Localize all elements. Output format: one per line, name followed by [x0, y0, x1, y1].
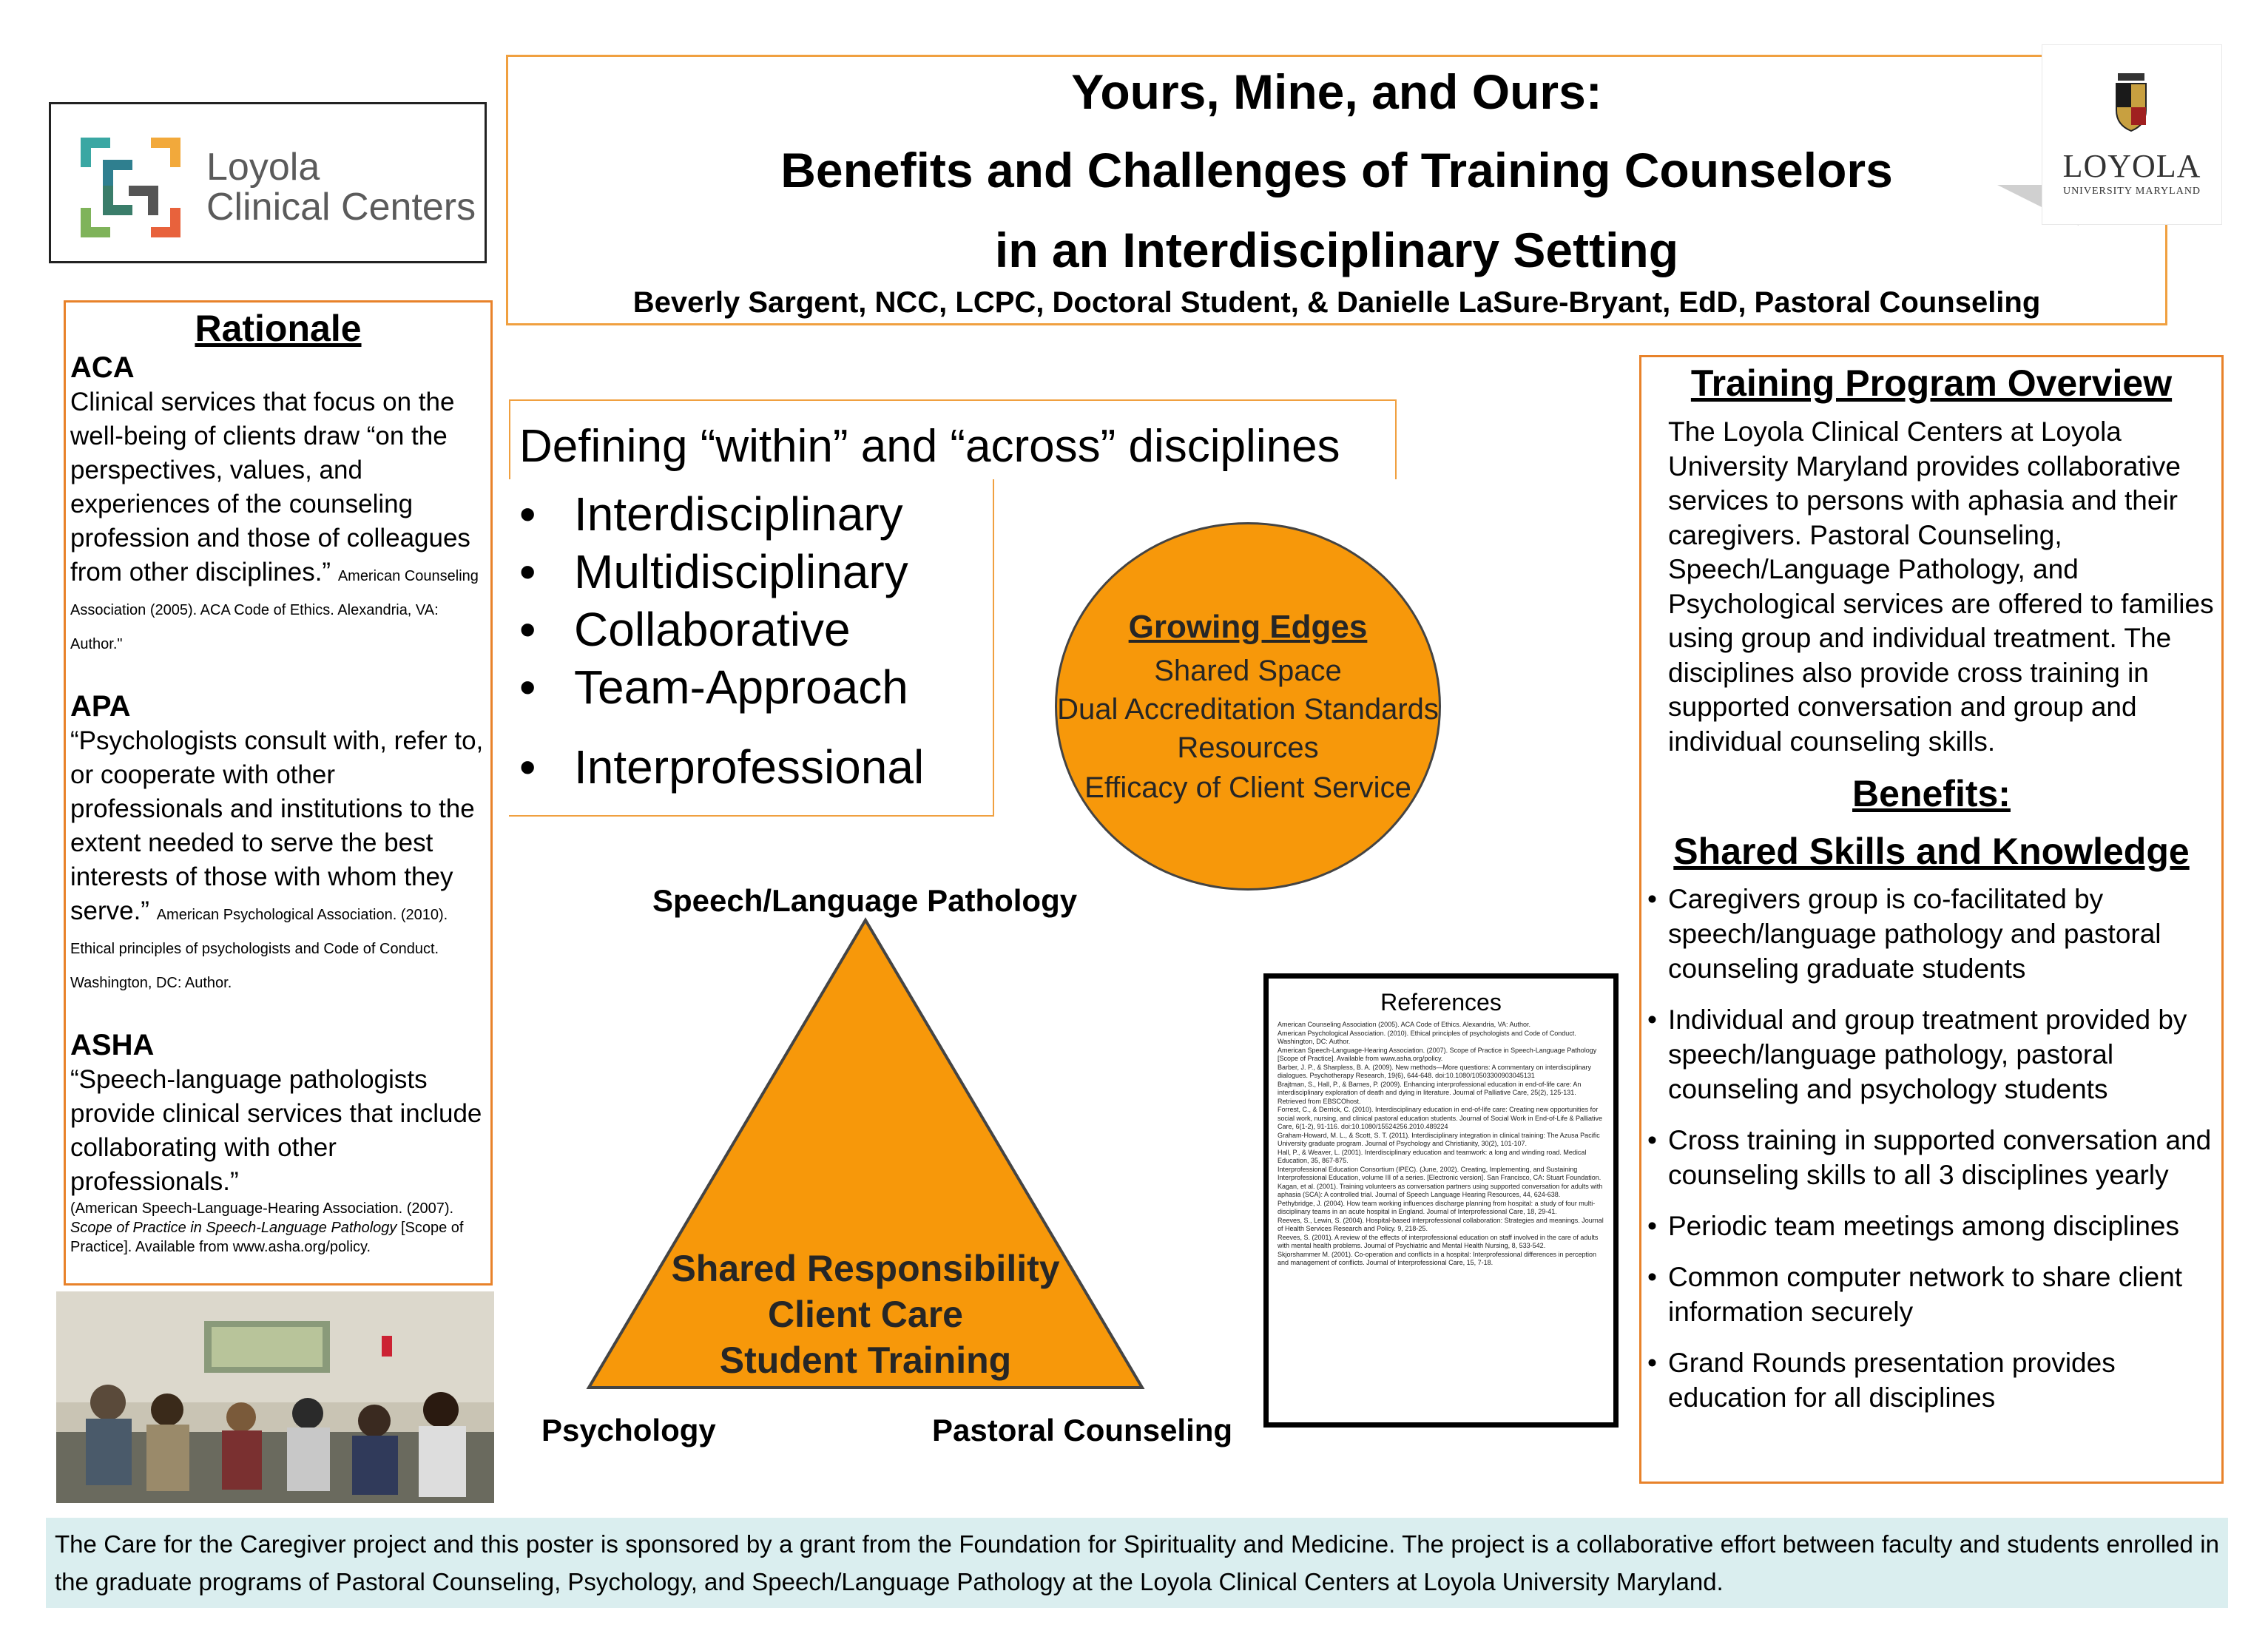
- defining-heading: Defining “within” and “across” disciplines: [519, 421, 1340, 472]
- caregivers-group-photo: [56, 1291, 494, 1503]
- growing-edge-item: Resources: [1177, 732, 1319, 764]
- rationale-panel: [64, 300, 493, 1286]
- crest-icon: [2113, 73, 2149, 132]
- triangle-top-label: Speech/Language Pathology: [652, 883, 1078, 918]
- university-name: LOYOLA: [2062, 148, 2201, 184]
- references-box: [1263, 973, 1619, 1428]
- clinical-centers-logo-icon: [81, 138, 180, 237]
- list-item: • Individual and group treatment provided by speech/language pathology, pastoral counseling and psychology students: [1641, 1002, 2221, 1107]
- asha-heading: ASHA: [70, 1029, 155, 1061]
- asha-citation: [70, 1199, 490, 1257]
- asha-cite-b: Scope of Practice in Speech-Language Pathology: [70, 1220, 397, 1236]
- loyola-clinical-centers-logo: [49, 102, 487, 263]
- references-list: American Counseling Association (2005). ACA Code of Ethics. Alexandria, VA: Author. American Psychological Association. (2010). Ethical principles of psychologists and Code of Conduct. Washington, DC: Author. American Speech-Language-Hearing Association. (2007). Scope of Practice in Speech-Language Pathology [Scope of Practice]. Available from www.asha.org/policy. Barber, J. P., & Sharpless, B. A. (2009). New methods—More questions: A commentary on interdisciplinary dialogues. Psychotherapy Research, 19(6), 644-648. doi:10.1080/10503300903045131 Brajtman, S., Hall, P., & Barnes, P. (2009). Enhancing interprofessional education in end-of-life care: An interdisciplinary exploration of death and dying in literature. Journal of Palliative Care, 25(2), 125-131. Retrieved from EBSCOhost. Forrest, C., & Derrick, C. (2010). Interdisciplinary education in end-of-life care: Creating new opportunities for social work, nursing, and clinical pastoral education students. Journal of Social Work in End-of-Life & Palliative Care, 6(1-2), 91-116. doi:10.1080/15524256.2010.489224 Graham-Howard, M. L., & Scott, S. T. (2011). Interdisciplinary integration in clinical training: The Azusa Pacific University graduate program. Journal of Psychology and Christianity, 30(2), 101-107. Hall, P., & Weaver, L. (2001). Interdisciplinary education and teamwork: a long and winding road. Medical Education, 35, 867-875. Interprofessional Education Consortium (IPEC). (June, 2002). Creating, Implementing, and Sustaining Interprofessional Education, volume III of a series. [Electronic version]. San Francisco, CA: Stuart Foundation. Kagan, et al. (2001). Training volunteers as conversation partners using supported conversation for adults with aphasia (SCA): A controlled trial. Journal of Speech Language Hearing Resources, 44, 624-638. Pethybridge, J. (2004). How team working influences discharge planning from hospital: a study of four multi-disciplinary teams in an acute hospital in England. Journal of Interprofessional Care, 18, 29-41. Reeves, S., Lewin, S. (2004). Hospital-based interprofessional collaboration: Strategies and meanings. Journal of Health Services Research and Policy. 9, 218-25. Reeves, S. (2001). A review of the effects of interprofessional education on staff involved in the care of adults with mental health problems. Journal of Psychiatric and Mental Health Nursing, 8, 533-542. Skjorshammer M. (2001). Co-operation and conflicts in a hospital: Interprofessional differences in perception and management of conflicts. Journal of Interprofessional Care, 15, 7-18.: [1278, 1021, 1604, 1266]
- logo-line-1: Loyola: [206, 146, 320, 189]
- authors-line: Beverly Sargent, NCC, LCPC, Doctoral Student, & Danielle LaSure-Bryant, EdD, Pastoral Counseling: [632, 286, 2041, 319]
- benefits-heading: Benefits:: [1852, 773, 2011, 814]
- aca-citation: American Counseling Association (2005). ACA Code of Ethics. Alexandria, VA: Author.": [70, 568, 479, 652]
- title-line-2: Benefits and Challenges of Training Counselors: [780, 143, 1893, 197]
- apa-quote-block: [70, 724, 490, 996]
- overview-heading: Training Program Overview: [1690, 362, 2173, 404]
- references-title: References: [1380, 989, 1502, 1016]
- title-line-3: in an Interdisciplinary Setting: [994, 223, 1679, 277]
- training-overview-panel: [1639, 355, 2224, 1484]
- growing-edge-item: Dual Accreditation Standards: [1057, 693, 1439, 726]
- list-item: • Common computer network to share client information securely: [1641, 1260, 2221, 1329]
- aca-quote-block: [70, 385, 490, 658]
- aca-quote: Clinical services that focus on the well-being of clients draw “on the perspectives, values, and experiences of the counseling profession and those of colleagues from other disciplines.”: [70, 388, 470, 587]
- sponsor-footer: The Care for the Caregiver project and this poster is sponsored by a grant from the Foundation for Spirituality and Medicine. The project is a collaborative effort between faculty and students enrolled in the graduate programs of Pastoral Counseling, Psychology, and Speech/Language Pathology at the Loyola Clinical Centers at Loyola University Maryland.: [46, 1518, 2228, 1608]
- growing-edges-title: Growing Edges: [1128, 609, 1368, 645]
- rationale-heading: Rationale: [195, 308, 362, 349]
- university-subtitle: UNIVERSITY MARYLAND: [2062, 186, 2201, 197]
- logo-line-2: Clinical Centers: [206, 186, 476, 229]
- triangle-line-2: Client Care: [768, 1294, 963, 1335]
- growing-edges-ellipse: [1055, 522, 1441, 891]
- benefits-list: [1641, 882, 2221, 1415]
- asha-cite-c: [Scope of Practice]. Available from www.asha.org/policy.: [70, 1220, 464, 1255]
- triangle-line-3: Student Training: [719, 1339, 1012, 1381]
- apa-heading: APA: [70, 690, 131, 723]
- growing-edge-item: Efficacy of Client Service: [1084, 771, 1411, 804]
- triangle-right-label: Pastoral Counseling: [932, 1413, 1233, 1447]
- triangle-left-label: Psychology: [541, 1413, 716, 1447]
- list-item: • Interprofessional: [519, 740, 925, 794]
- list-item: • Collaborative: [519, 603, 851, 656]
- list-item: • Cross training in supported conversation and counseling skills to all 3 disciplines yearly: [1641, 1123, 2221, 1192]
- apa-citation: American Psychological Association. (2010). Ethical principles of psychologists and Code of Conduct. Washington, DC: Author.: [70, 907, 448, 991]
- list-item: • Periodic team meetings among disciplines: [1641, 1209, 2221, 1243]
- overview-paragraph: The Loyola Clinical Centers at Loyola University Maryland provides collaborative services to persons with aphasia and their caregivers. Pastoral Counseling, Speech/Language Pathology, and Psychological services are offered to families using group and individual treatment. The disciplines also provide cross training in supported conversation and group and individual counseling skills.: [1668, 416, 2214, 757]
- asha-quote: “Speech-language pathologists provide clinical services that include collaborating with other professionals.”: [70, 1065, 482, 1196]
- list-item: • Team-Approach: [519, 661, 908, 714]
- list-item: • Grand Rounds presentation provides education for all disciplines: [1641, 1345, 2221, 1415]
- shared-skills-heading: Shared Skills and Knowledge: [1673, 831, 2190, 872]
- aca-heading: ACA: [70, 351, 135, 384]
- asha-cite-a: (American Speech-Language-Hearing Association. (2007).: [70, 1200, 454, 1217]
- triangle-line-1: Shared Responsibility: [671, 1248, 1060, 1289]
- list-item: • Interdisciplinary: [519, 487, 903, 541]
- growing-edge-item: Shared Space: [1154, 655, 1342, 687]
- poster-title-box: [506, 55, 2167, 325]
- clinical-centers-wordmark: [206, 147, 476, 227]
- title-line-1: Yours, Mine, and Ours:: [1071, 64, 1602, 119]
- list-item: • Multidisciplinary: [519, 545, 908, 598]
- list-item: • Caregivers group is co-facilitated by speech/language pathology and pastoral counseling graduate students: [1641, 882, 2221, 986]
- loyola-university-logo: [2042, 44, 2222, 225]
- apa-quote: “Psychologists consult with, refer to, or cooperate with other professionals and institutions to the extent needed to serve the best interests of those with whom they serve.”: [70, 726, 484, 925]
